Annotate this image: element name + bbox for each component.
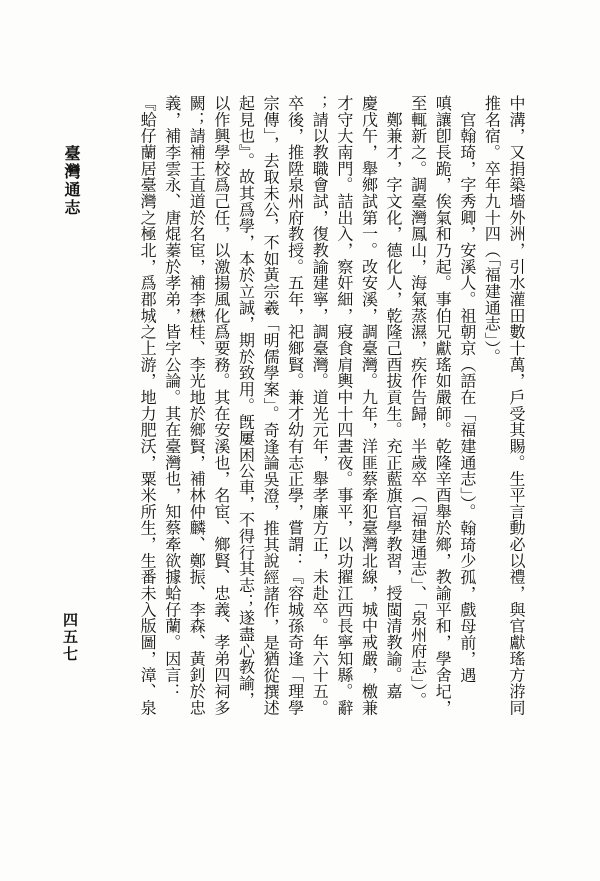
- text-line: 起見也』。故其爲學，本於立誠，期於致用。旣屢困公車，不得行其志；遂盡心教諭，: [236, 95, 256, 708]
- text-line: 官翰琦，字秀卿，安溪人。祖朝京（語在「福建通志」）。翰琦少孤，戲母前，遇: [457, 95, 477, 684]
- text-line: 宗傳」，去取未公，不如黃宗羲「明儒學案」。奇逢論吳澄，推其說經諸作，是猶從撰述: [261, 95, 281, 716]
- text-line: 嗔讓卽長跪，俟氣和乃起。事伯兄獻瑤如嚴師。乾隆辛酉舉於鄉，教諭平和，學舍圮，: [433, 95, 453, 716]
- running-header: 臺灣通志: [62, 145, 81, 217]
- text-line: 鄭兼才，字文化，德化人，乾隆己酉拔貢生。充正藍旗官學教習，授閩清教諭。嘉: [384, 95, 404, 700]
- text-line: 才守大南門。詰出入，察奸細，寢食肩輿中十四晝夜。事平，以功擢江西長寧知縣。辭: [334, 95, 354, 716]
- text-line: 卒後，推陞泉州府教授。五年，祀鄉賢。兼才幼有志正學，嘗謂：『容城孫奇逢「理學: [285, 95, 305, 716]
- text-line: 至輒新之。調臺灣鳳山，海氣蒸濕，疾作告歸，半歲卒（「福建通志」、「泉州府志」）。: [408, 95, 428, 709]
- text-line: 闕；請補王直道於名宦，補李懋桂、李光地於鄉賢，補林仲麟、鄭振、李森、黃釗於忠: [187, 95, 207, 716]
- text-line: 以作興學校爲己任，以激揚風化爲要務。其在安溪也，名宦、鄉賢、忠義、孝弟四祠多: [211, 95, 231, 716]
- page-number: 四五七: [61, 612, 79, 663]
- text-line: 中溝，又捐築墻外洲，引水灌田數十萬，戶受其賜。生平言動必以禮，與官獻瑤方㳺同: [507, 95, 526, 716]
- body-text: [84, 95, 528, 830]
- text-line: 義，補李雲永、唐焜蓁於孝弟，皆字公論。其在臺灣也，知蔡牽欲據蛤仔蘭。因言：: [162, 95, 182, 700]
- text-line: 慶戊午，舉鄉試第一。改安溪，調臺灣。九年，洋匪蔡牽犯臺灣北線，城中戒嚴，檄兼: [359, 95, 379, 716]
- text-line: ；請以教職會試，復教諭建寧，調臺灣。道光元年，舉孝廉方正，未赴卒。年六十五。: [310, 95, 330, 716]
- text-line: 『蛤仔蘭居臺灣之極北，爲郡城之上游，地力肥沃，粟米所生，生番未入版圖，漳、泉: [138, 95, 158, 716]
- text-line: 推名宿。卒年九十四（「福建通志」）。: [482, 95, 502, 365]
